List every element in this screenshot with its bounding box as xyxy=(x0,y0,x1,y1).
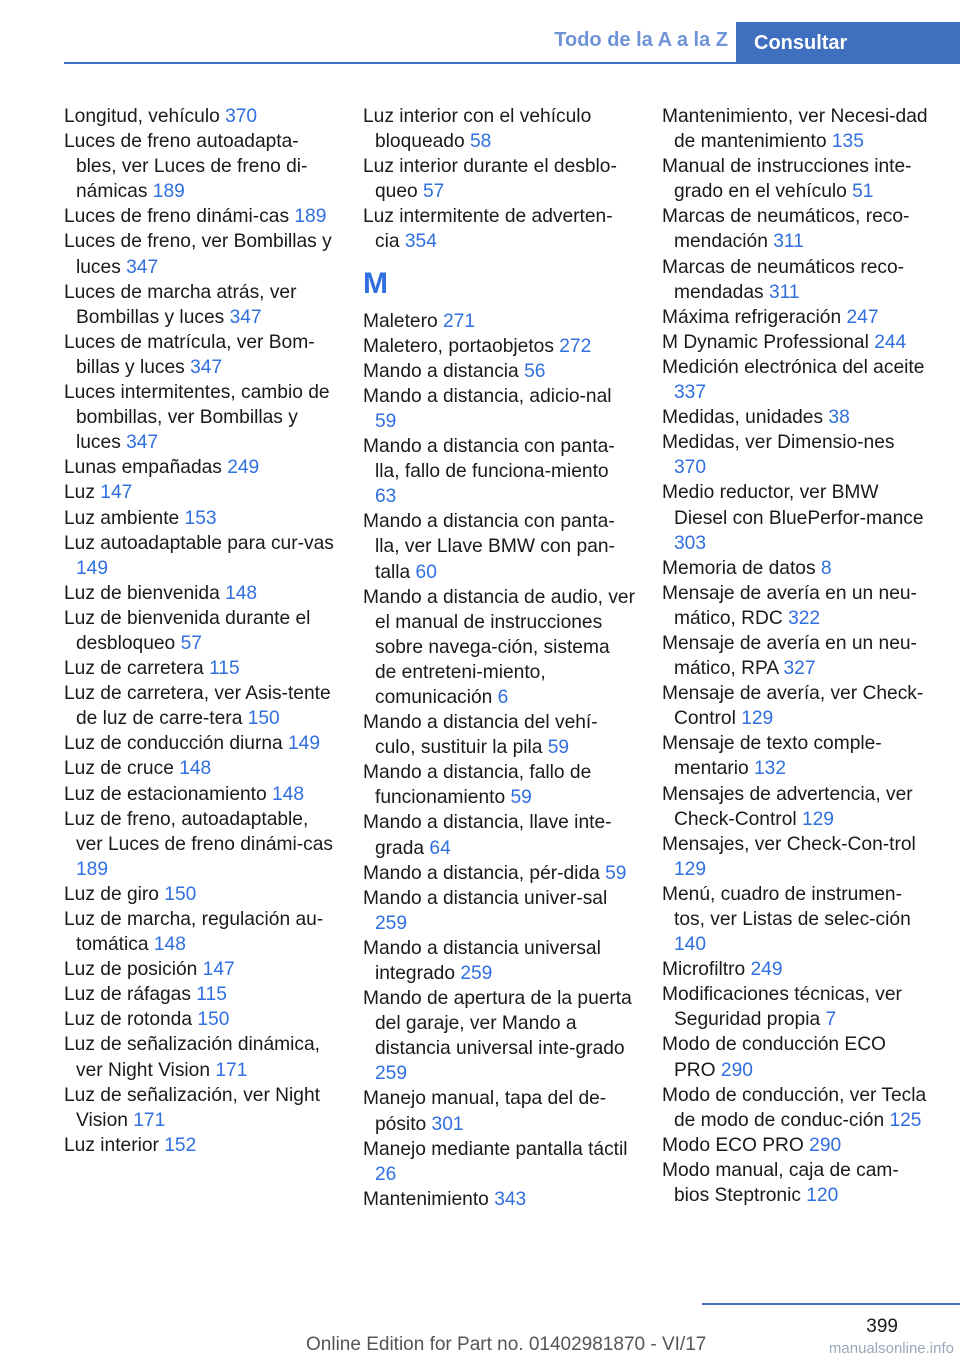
index-page-link[interactable]: 148 xyxy=(179,758,212,780)
index-entry xyxy=(363,585,635,710)
index-entry xyxy=(64,1083,336,1133)
index-entry xyxy=(662,681,930,731)
index-entry xyxy=(662,1083,930,1133)
index-entry-text: Luz autoadaptable para cur‐vas xyxy=(64,532,334,554)
index-entry xyxy=(64,506,336,531)
index-entry xyxy=(662,430,930,480)
index-page-link[interactable]: 322 xyxy=(788,607,821,629)
index-entry xyxy=(363,886,635,936)
index-entry xyxy=(363,936,635,986)
index-page-link[interactable]: 59 xyxy=(547,737,570,759)
index-page-link[interactable]: 150 xyxy=(197,1009,230,1031)
index-page-link[interactable]: 311 xyxy=(773,231,804,253)
index-entry xyxy=(662,305,930,330)
index-page-link[interactable]: 115 xyxy=(209,658,240,680)
index-entry-text: Luz ambiente xyxy=(64,507,185,529)
index-entry-text: Mando a distancia, pér‐dida xyxy=(363,862,606,884)
index-page-link[interactable]: 347 xyxy=(190,356,223,378)
index-entry-text: Mando a distancia del vehí‐culo, sustituir la pila xyxy=(363,712,598,759)
index-page-link[interactable]: 290 xyxy=(809,1134,842,1156)
index-column-2 xyxy=(363,104,635,1212)
index-entry xyxy=(64,907,336,957)
index-page-link[interactable]: 57 xyxy=(423,181,445,203)
index-entry-text: Luz de bienvenida xyxy=(64,582,226,604)
index-entry xyxy=(64,581,336,606)
header-rule xyxy=(64,62,960,64)
index-entry xyxy=(64,280,336,330)
index-entry xyxy=(662,782,930,832)
index-entry-text: Maletero xyxy=(363,310,443,332)
index-page-link[interactable]: 150 xyxy=(247,708,280,730)
index-entry-text: Mando a distancia, fallo de funcionamiento xyxy=(363,762,592,809)
index-page-link[interactable]: 115 xyxy=(196,984,227,1006)
index-entry xyxy=(64,229,336,279)
index-entry xyxy=(64,104,336,129)
index-entry-text: Menú, cuadro de instrumen‐tos, ver Listas de selec‐ción xyxy=(662,883,911,930)
index-entry xyxy=(363,810,635,860)
index-entry xyxy=(64,957,336,982)
index-entry-text: Mando a distancia, llave inte‐grada xyxy=(363,812,612,859)
index-page-link[interactable]: 129 xyxy=(741,708,774,730)
index-entry-text: Mensaje de avería, ver Check-Control xyxy=(662,683,924,730)
index-entry-text: Luz de marcha, regulación au‐tomática xyxy=(64,909,324,956)
watermark: manualsonline.info xyxy=(828,1340,954,1357)
index-entry xyxy=(64,782,336,807)
index-entry xyxy=(363,509,635,584)
index-entry xyxy=(662,1133,930,1158)
index-entry xyxy=(363,204,635,254)
index-entry-text: Luz interior con el vehículo bloqueado xyxy=(363,106,592,153)
index-entry xyxy=(64,882,336,907)
index-letter-heading: M xyxy=(363,266,388,300)
index-page-link[interactable]: 129 xyxy=(801,808,834,830)
index-page-link[interactable]: 189 xyxy=(76,858,109,880)
index-entry-text: Luz de señalización, ver Night Vision xyxy=(64,1084,320,1131)
index-entry xyxy=(363,1086,635,1136)
index-entry-text: M Dynamic Professional xyxy=(662,331,875,353)
index-page-link[interactable]: 247 xyxy=(846,306,879,328)
index-page-link[interactable]: 150 xyxy=(164,883,197,905)
index-entry xyxy=(662,731,930,781)
index-page-link[interactable]: 148 xyxy=(272,783,305,805)
index-entry-text: Modo de conducción ECO PRO xyxy=(662,1034,886,1081)
index-entry-text: Luz interior durante el desblo‐queo xyxy=(363,156,617,203)
index-entry-text: Mensajes de advertencia, ver Check-Control xyxy=(662,783,913,830)
index-entry-text: Medidas, unidades xyxy=(662,407,829,429)
index-entry xyxy=(64,807,336,882)
index-entry xyxy=(662,1032,930,1082)
index-entry xyxy=(363,384,635,434)
index-page-link[interactable]: 171 xyxy=(215,1059,248,1081)
index-entry-text: Mantenimiento, ver Necesi‐dad de mantenimiento xyxy=(662,106,928,153)
index-page-link[interactable]: 60 xyxy=(415,561,437,583)
index-page-link[interactable]: 147 xyxy=(100,482,133,504)
index-page-link[interactable]: 303 xyxy=(674,532,707,554)
index-entry-text: Luz xyxy=(64,482,101,504)
index-entry xyxy=(662,355,930,405)
index-entry xyxy=(64,756,336,781)
index-entry-text: Luces de freno, ver Bombillas y luces xyxy=(64,231,332,278)
index-page-link[interactable]: 6 xyxy=(497,686,509,708)
index-entry-text: Medición electrónica del aceite xyxy=(662,356,925,378)
index-page-link[interactable]: 8 xyxy=(820,557,832,579)
index-page-link[interactable]: 125 xyxy=(889,1109,922,1131)
index-entry-text: Mantenimiento xyxy=(363,1188,495,1210)
index-entry-text: Luces de freno dinámi‐cas xyxy=(64,206,295,228)
index-entry xyxy=(363,710,635,760)
index-page-link[interactable]: 244 xyxy=(874,331,907,353)
index-page-link[interactable]: 337 xyxy=(674,382,707,404)
index-entry xyxy=(64,455,336,480)
index-page-link[interactable]: 347 xyxy=(126,432,159,454)
index-page-link[interactable]: 59 xyxy=(375,410,397,432)
index-entry-text: Mando a distancia con panta‐lla, ver Llave BMW con pan‐talla xyxy=(363,511,615,583)
index-entry xyxy=(662,631,930,681)
edition-note: Online Edition for Part no. 01402981870 - VI/17 xyxy=(306,1334,707,1355)
index-entry-text: Mensaje de avería en un neu‐mático, RDC xyxy=(662,582,917,629)
index-page-link[interactable]: 59 xyxy=(510,787,532,809)
index-entry-text: Luz de estacionamiento xyxy=(64,783,272,805)
index-entry-text: Mensajes, ver Check-Con‐trol xyxy=(662,833,916,855)
index-page-link[interactable]: 38 xyxy=(828,407,850,429)
index-entry-text: Luces de matrícula, ver Bom‐billas y luces xyxy=(64,331,315,378)
index-page-link[interactable]: 58 xyxy=(469,131,492,153)
index-page-link[interactable]: 51 xyxy=(852,181,874,203)
index-entry xyxy=(64,1133,336,1158)
index-entry-text: Modo de conducción, ver Tecla de modo de conduc‐ción xyxy=(662,1084,927,1131)
index-entry-text: Marcas de neumáticos, reco‐mendación xyxy=(662,206,910,253)
index-page-link[interactable]: 148 xyxy=(225,582,258,604)
index-entry-text: Mando a distancia univer‐sal xyxy=(363,887,608,909)
index-entry-text: Modo manual, caja de cam‐bios Steptronic xyxy=(662,1159,899,1207)
index-entry xyxy=(64,129,336,204)
chapter-tab: Consultar xyxy=(736,22,960,64)
index-entry xyxy=(64,606,336,656)
index-entry xyxy=(662,982,930,1032)
index-page-link[interactable]: 354 xyxy=(404,231,437,253)
index-entry-text: Luz de posición xyxy=(64,959,203,981)
section-title: Todo de la A a la Z xyxy=(554,29,728,51)
index-entry-text: Longitud, vehículo xyxy=(64,106,226,127)
index-entry xyxy=(662,480,930,555)
index-entry-text: Luz intermitente de adverten‐cia xyxy=(363,206,613,253)
index-entry xyxy=(662,832,930,882)
index-entry xyxy=(662,204,930,254)
index-entry xyxy=(64,1007,336,1032)
index-page-link[interactable]: 64 xyxy=(429,837,451,859)
index-entry xyxy=(64,480,336,505)
index-page-link[interactable]: 370 xyxy=(225,106,258,127)
index-entry-text: Luz de carretera, ver Asis‐tente de luz de carre‐tera xyxy=(64,683,331,730)
index-page-link[interactable]: 171 xyxy=(133,1109,166,1131)
index-page-link[interactable]: 57 xyxy=(180,632,202,654)
index-entry-text: Luz de ráfagas xyxy=(64,984,197,1006)
index-page-link[interactable]: 249 xyxy=(227,457,260,479)
index-entry xyxy=(363,104,635,154)
index-entry xyxy=(662,104,930,154)
index-entry xyxy=(64,1032,336,1082)
index-entry-text: Modo ECO PRO xyxy=(662,1134,810,1156)
index-page-link[interactable]: 120 xyxy=(806,1185,839,1207)
index-entry-text: Mensaje de texto comple‐mentario xyxy=(662,733,882,780)
index-entry-text: Maletero, portaobjetos xyxy=(363,335,560,357)
index-page-link[interactable]: 259 xyxy=(375,1063,408,1085)
index-entry-text: Manejo mediante pantalla táctil xyxy=(363,1138,628,1160)
index-entry xyxy=(662,581,930,631)
index-entry xyxy=(64,656,336,681)
index-entry-text: Mando de apertura de la puerta del garaje, ver Mando a distancia universal inte‐grado xyxy=(363,988,632,1060)
index-entry-text: Mando a distancia, adicio‐nal xyxy=(363,385,612,407)
index-entry-text: Luz de conducción diurna xyxy=(64,733,289,755)
index-entry xyxy=(662,405,930,430)
index-page-link[interactable]: 63 xyxy=(375,486,397,508)
index-entry-text: Luz de señalización dinámica, ver Night Vision xyxy=(64,1034,320,1081)
index-entry-text: Medio reductor, ver BMW Diesel con BluePerfor‐mance xyxy=(662,482,924,529)
index-entry xyxy=(363,309,635,334)
index-entry-text: Mando a distancia de audio, ver el manual de instrucciones sobre navega‐ción, sistema de entreteni‐miento, comunicación xyxy=(363,586,635,708)
index-entry xyxy=(64,380,336,455)
index-entry xyxy=(662,957,930,982)
index-entry xyxy=(662,556,930,581)
index-entry-text: Mando a distancia xyxy=(363,360,525,382)
index-entry xyxy=(64,531,336,581)
index-page-link[interactable]: 148 xyxy=(153,934,186,956)
index-entry-text: Mensaje de avería en un neu‐mático, RPA xyxy=(662,632,917,680)
index-entry-text: Modificaciones técnicas, ver Seguridad propia xyxy=(662,984,902,1031)
index-entry-text: Mando a distancia con panta‐lla, fallo de funciona‐miento xyxy=(363,436,615,483)
index-page-link[interactable]: 271 xyxy=(442,310,475,332)
index-page-link[interactable]: 347 xyxy=(229,306,262,328)
index-entry xyxy=(64,681,336,731)
index-entry xyxy=(363,359,635,384)
index-entry xyxy=(662,255,930,305)
index-entry-text: Luces de marcha atrás, ver Bombillas y luces xyxy=(64,281,297,328)
index-page-link[interactable]: 7 xyxy=(825,1009,837,1031)
index-entry-text: Medidas, ver Dimensio‐nes xyxy=(662,432,895,454)
index-entry xyxy=(363,760,635,810)
index-entry-text: Luces intermitentes, cambio de bombillas, ver Bombillas y luces xyxy=(64,382,330,454)
index-entry-text: Luces de freno autoadapta‐bles, ver Luces de freno di‐námicas xyxy=(64,131,308,203)
index-entry xyxy=(363,334,635,359)
index-entry-text: Lunas empañadas xyxy=(64,457,228,479)
index-page-link[interactable]: 132 xyxy=(753,758,786,780)
index-entry-text: Luz de cruce xyxy=(64,758,180,780)
index-entry-text: Luz interior xyxy=(64,1134,165,1156)
index-page-link[interactable]: 311 xyxy=(768,281,800,303)
index-page-link[interactable]: 272 xyxy=(559,335,592,357)
index-page-link[interactable]: 301 xyxy=(431,1113,464,1135)
index-entry xyxy=(363,1137,635,1187)
index-page-link[interactable]: 153 xyxy=(184,507,217,529)
index-entry-text: Microfiltro xyxy=(662,959,751,981)
index-page-link[interactable]: 56 xyxy=(524,360,546,382)
index-entry-text: Mando a distancia universal integrado xyxy=(363,937,601,984)
index-page-link[interactable]: 147 xyxy=(202,959,235,981)
index-entry xyxy=(662,882,930,957)
index-page-link[interactable]: 152 xyxy=(164,1134,197,1156)
index-page-link[interactable]: 259 xyxy=(460,963,493,984)
index-entry xyxy=(363,1187,635,1212)
index-page-link[interactable]: 140 xyxy=(674,934,707,956)
index-entry xyxy=(64,330,336,380)
index-page-link[interactable]: 59 xyxy=(605,862,627,884)
index-entry xyxy=(363,986,635,1086)
index-page-link[interactable]: 129 xyxy=(674,858,707,880)
index-entry xyxy=(64,731,336,756)
index-entry xyxy=(363,154,635,204)
index-page-link[interactable]: 343 xyxy=(494,1188,527,1210)
index-page-link[interactable]: 327 xyxy=(783,658,816,680)
index-entry-text: Luz de bienvenida durante el desbloqueo xyxy=(64,607,311,654)
index-entry xyxy=(662,1158,930,1208)
index-entry xyxy=(64,204,336,229)
index-page-link[interactable]: 149 xyxy=(76,557,109,579)
index-entry-text: Máxima refrigeración xyxy=(662,306,847,328)
index-column-3 xyxy=(662,104,930,1208)
index-entry xyxy=(363,861,635,886)
index-page-link[interactable]: 135 xyxy=(831,131,864,153)
index-entry-text: Memoria de datos xyxy=(662,557,821,579)
index-entry xyxy=(64,982,336,1007)
index-column-1 xyxy=(64,104,336,1158)
page-number: 399 xyxy=(866,1316,898,1337)
index-page-link[interactable]: 189 xyxy=(294,206,327,228)
index-entry xyxy=(662,154,930,204)
index-page-link[interactable]: 26 xyxy=(375,1163,397,1185)
footer-rule xyxy=(702,1303,960,1305)
index-page-link[interactable]: 347 xyxy=(126,256,159,278)
index-page-link[interactable]: 189 xyxy=(152,181,185,203)
index-entry-text: Luz de freno, autoadaptable, ver Luces de freno dinámi‐cas xyxy=(64,808,334,855)
index-page-link[interactable]: 249 xyxy=(750,959,783,981)
index-page-link[interactable]: 290 xyxy=(720,1059,753,1081)
index-entry-text: Marcas de neumáticos reco‐mendadas xyxy=(662,256,905,303)
index-entry-text: Manejo manual, tapa del de‐pósito xyxy=(363,1088,607,1135)
index-entry-text: Luz de giro xyxy=(64,883,165,905)
index-page-link[interactable]: 259 xyxy=(375,912,408,934)
index-entry-text: Luz de carretera xyxy=(64,658,210,680)
index-page-link[interactable]: 370 xyxy=(674,457,707,479)
index-entry-text: Luz de rotonda xyxy=(64,1009,198,1031)
index-entry-text: Manual de instrucciones inte‐grado en el vehículo xyxy=(662,156,912,203)
index-entry xyxy=(363,434,635,509)
index-page-link[interactable]: 149 xyxy=(288,733,321,755)
index-entry xyxy=(662,330,930,355)
